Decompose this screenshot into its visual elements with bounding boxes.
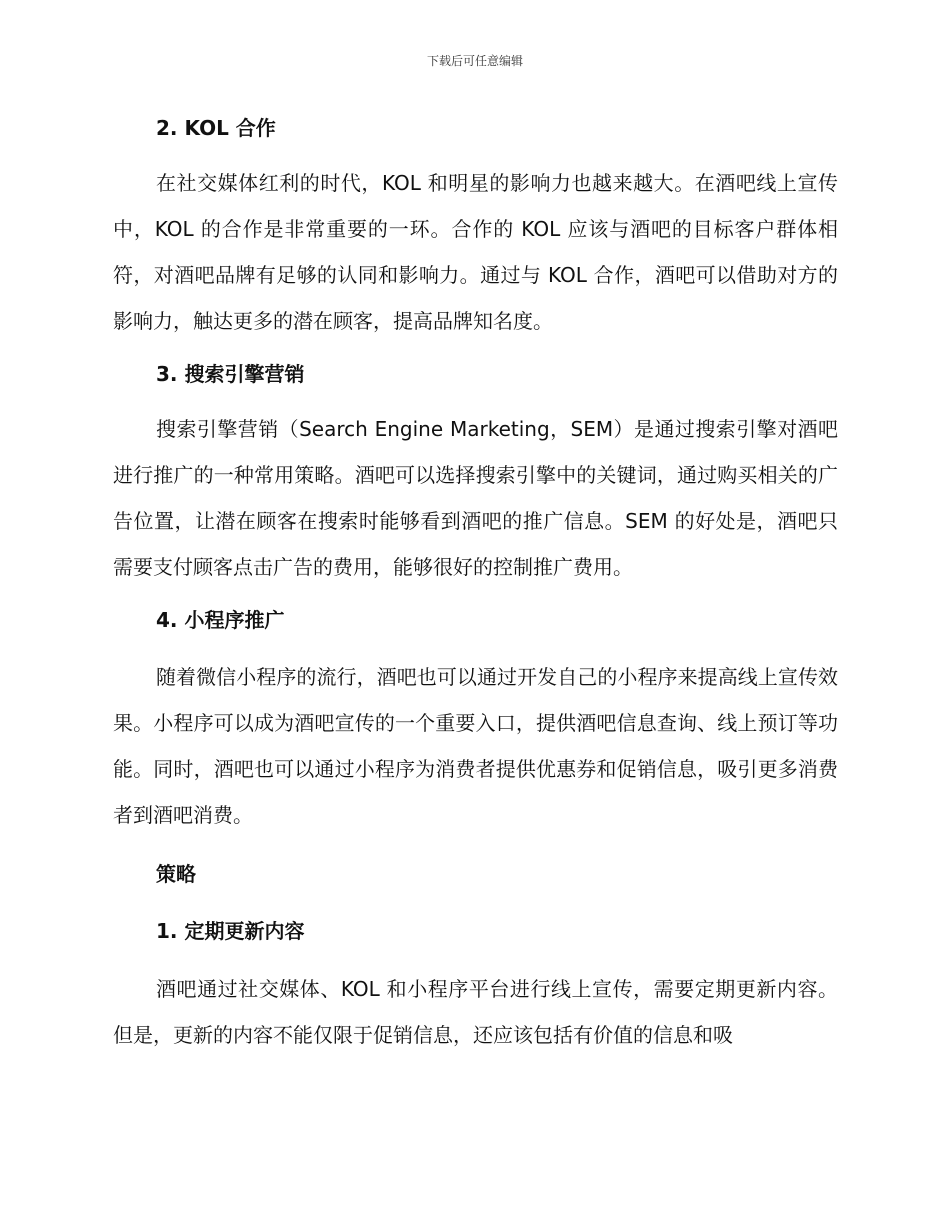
section-heading-mini-program: 4. 小程序推广 bbox=[156, 608, 285, 632]
page-header-note: 下载后可任意编辑 bbox=[426, 54, 523, 68]
paragraph-regular-update: 酒吧通过社交媒体、KOL 和小程序平台进行线上宣传，需要定期更新内容。但是，更新的内容不能仅限于促销信息，还应该包括有价值的信息和吸 bbox=[113, 977, 838, 1047]
paragraph-sem: 搜索引擎营销（Search Engine Marketing，SEM）是通过搜索引擎对酒吧进行推广的一种常用策略。酒吧可以选择搜索引擎中的关键词，通过购买相关的广告位置，让潜在顾客在搜索时能够看到酒吧的推广信息。SEM 的好处是，酒吧只需要支付顾客点击广告的费用，能够很好的控制推广费用。 bbox=[113, 417, 838, 579]
section-heading-strategy: 策略 bbox=[156, 862, 196, 886]
section-heading-kol: 2. KOL 合作 bbox=[156, 116, 276, 140]
section-heading-sem: 3. 搜索引擎营销 bbox=[156, 362, 305, 386]
paragraph-kol: 在社交媒体红利的时代，KOL 和明星的影响力也越来越大。在酒吧线上宣传中，KOL 的合作是非常重要的一环。合作的 KOL 应该与酒吧的目标客户群体相符，对酒吧品牌有足够的认同和影响力。通过与 KOL 合作，酒吧可以借助对方的影响力，触达更多的潜在顾客，提高品牌知名度。 bbox=[113, 171, 838, 333]
paragraph-mini-program: 随着微信小程序的流行，酒吧也可以通过开发自己的小程序来提高线上宣传效果。小程序可以成为酒吧宣传的一个重要入口，提供酒吧信息查询、线上预订等功能。同时，酒吧也可以通过小程序为消费者提供优惠券和促销信息，吸引更多消费者到酒吧消费。 bbox=[113, 665, 838, 827]
document-body bbox=[113, 108, 838, 1058]
section-heading-regular-update: 1. 定期更新内容 bbox=[156, 919, 305, 943]
